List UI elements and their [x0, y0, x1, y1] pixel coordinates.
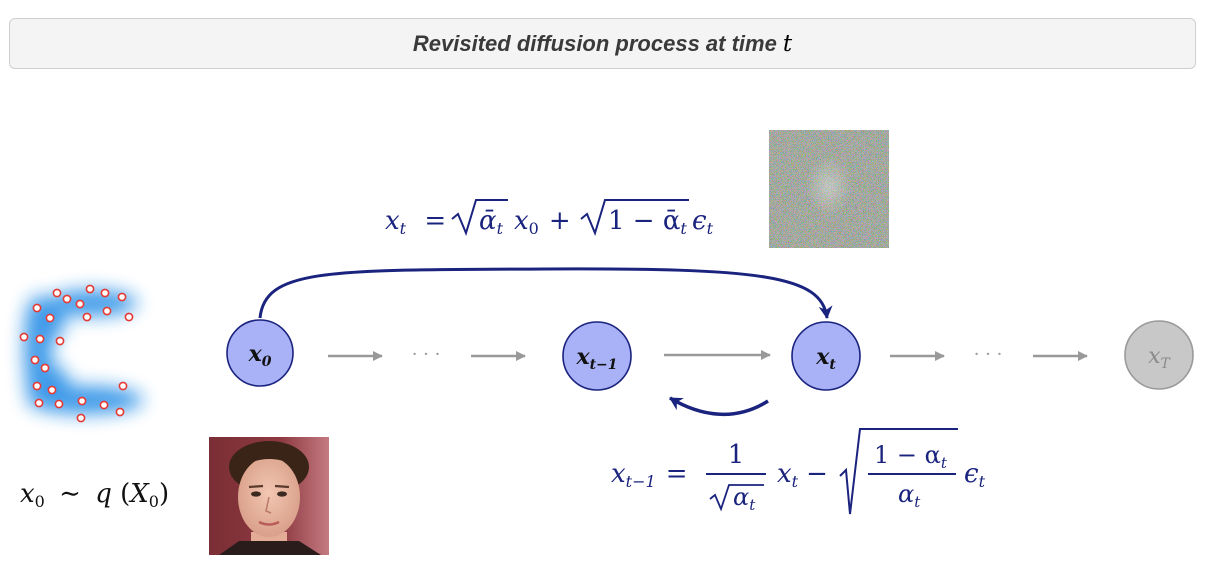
node-xt	[792, 322, 860, 390]
sample-point	[31, 356, 38, 363]
sample-point	[53, 289, 60, 296]
svg-text:ϵt: ϵt	[692, 206, 713, 238]
node-xT-sub: T	[1160, 356, 1170, 372]
sample-point	[78, 397, 85, 404]
sample-point	[77, 414, 84, 421]
node-xt-1-sub: t−1	[589, 357, 618, 373]
forward-shortcut-arrow	[260, 269, 827, 318]
node-xt-1	[563, 322, 631, 390]
clean-face-image	[209, 437, 329, 555]
sample-point	[36, 335, 43, 342]
node-x0	[227, 320, 293, 386]
sample-point	[76, 300, 83, 307]
sample-point	[83, 313, 90, 320]
sample-point	[55, 400, 62, 407]
sample-point	[35, 399, 42, 406]
title-text: Revisited diffusion process at time	[412, 30, 777, 56]
sample-point	[56, 337, 63, 344]
sample-point	[46, 314, 53, 321]
title-variable: t	[782, 30, 793, 57]
reverse-equation	[611, 429, 986, 514]
sample-point	[125, 313, 132, 320]
svg-text:x0 ∼ q (X0): x0 ∼ q (X0)	[20, 479, 170, 511]
node-xt-sub: t	[829, 357, 836, 373]
svg-text:αt: $\alpha_t$	[898, 480, 921, 511]
sample-point	[86, 285, 93, 292]
sample-point	[116, 408, 123, 415]
data-density	[24, 290, 143, 414]
sample-point	[118, 293, 125, 300]
node-xt-1-base: x	[576, 344, 590, 370]
sample-point	[119, 382, 126, 389]
node-x0-sub: 0	[261, 354, 272, 370]
svg-text:αt: $\alpha_t$	[733, 483, 756, 514]
sample-point	[33, 382, 40, 389]
sample-point	[103, 307, 110, 314]
forward-equation	[385, 200, 714, 241]
sample-point	[63, 295, 70, 302]
sample-point	[33, 304, 40, 311]
sample-point	[20, 333, 27, 340]
node-xT	[1125, 321, 1193, 389]
ellipsis-2: · · ·	[973, 344, 1003, 365]
node-x0-base: x	[248, 341, 262, 367]
sample-point	[48, 386, 55, 393]
svg-text:1 − ᾱt: 1 − ᾱt	[608, 206, 687, 238]
sample-point	[100, 401, 107, 408]
sample-point	[101, 289, 108, 296]
node-xt-base: x	[816, 344, 830, 370]
distribution-label	[20, 479, 169, 514]
reverse-step-arrow	[670, 398, 768, 414]
ellipsis-1: · · ·	[411, 344, 441, 365]
svg-text:xt =: xt =	[385, 206, 447, 238]
svg-text:xt−: xt −	[777, 459, 828, 491]
svg-text:ϵt: ϵt	[964, 459, 985, 491]
svg-text:1 − αt: $1 - \alpha_t$	[874, 441, 947, 472]
sample-point	[41, 364, 48, 371]
svg-text:1: 1	[727, 440, 745, 470]
svg-text:ᾱt: ᾱt	[479, 206, 503, 238]
svg-text:x0+: x0 +	[514, 206, 571, 238]
noisy-face-image	[769, 130, 889, 248]
svg-text:xt−1=: xt−1 =	[611, 459, 688, 491]
node-xT-base: x	[1148, 344, 1161, 369]
